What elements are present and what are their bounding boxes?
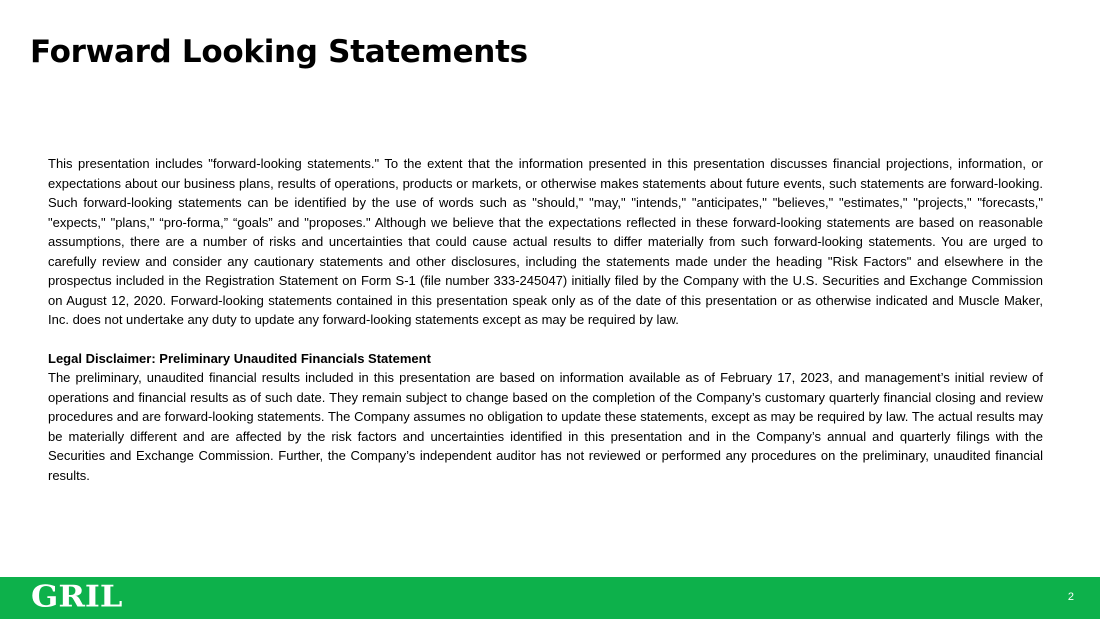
paragraph-spacer: [48, 330, 1043, 349]
page-title: Forward Looking Statements: [30, 34, 528, 70]
forward-looking-paragraph: This presentation includes "forward-looking statements." To the extent that the information presented in this presentation discusses financial projections, information, or expectations about our business plans, results of operations, products or markets, or otherwise makes statements about future events, such statements are forward-looking. Such forward-looking statements can be identified by the use of words such as "should," "may," "intends," "anticipates," "believes," "estimates," "projects," "forecasts," "expects," "plans," “pro-forma,” “goals” and "proposes." Although we believe that the expectations reflected in these forward-looking statements are based on reasonable assumptions, there are a number of risks and uncertainties that could cause actual results to differ materially from such forward-looking statements. You are urged to carefully review and consider any cautionary statements and other disclosures, including the statements made under the heading "Risk Factors" and elsewhere in the prospectus included in the Registration Statement on Form S-1 (file number 333-245047) initially filed by the Company with the U.S. Securities and Exchange Commission on August 12, 2020. Forward-looking statements contained in this presentation speak only as of the date of this presentation or as otherwise indicated and Muscle Maker, Inc. does not undertake any duty to update any forward-looking statements except as may be required by law.: [48, 156, 1043, 327]
disclaimer-heading: Legal Disclaimer: Preliminary Unaudited Financials Statement: [48, 350, 431, 366]
company-logo: GRIL: [31, 579, 123, 615]
page-number: 2: [1067, 591, 1074, 603]
disclaimer-paragraph: The preliminary, unaudited financial results included in this presentation are based on information available as of February 17, 2023, and management’s initial review of operations and financial results as of such date. They remain subject to change based on the completion of the Company’s customary quarterly financial closing and review procedures and are forward-looking statements. The Company assumes no obligation to update these statements, except as may be required by law. The actual results may be materially different and are affected by the risk factors and uncertainties identified in this presentation and in the Company’s annual and quarterly filings with the Securities and Exchange Commission. Further, the Company’s independent auditor has not reviewed or performed any procedures on the preliminary, unaudited financial results.: [48, 370, 1043, 483]
footer-bar: [0, 577, 1100, 619]
slide-body: [48, 154, 1043, 485]
